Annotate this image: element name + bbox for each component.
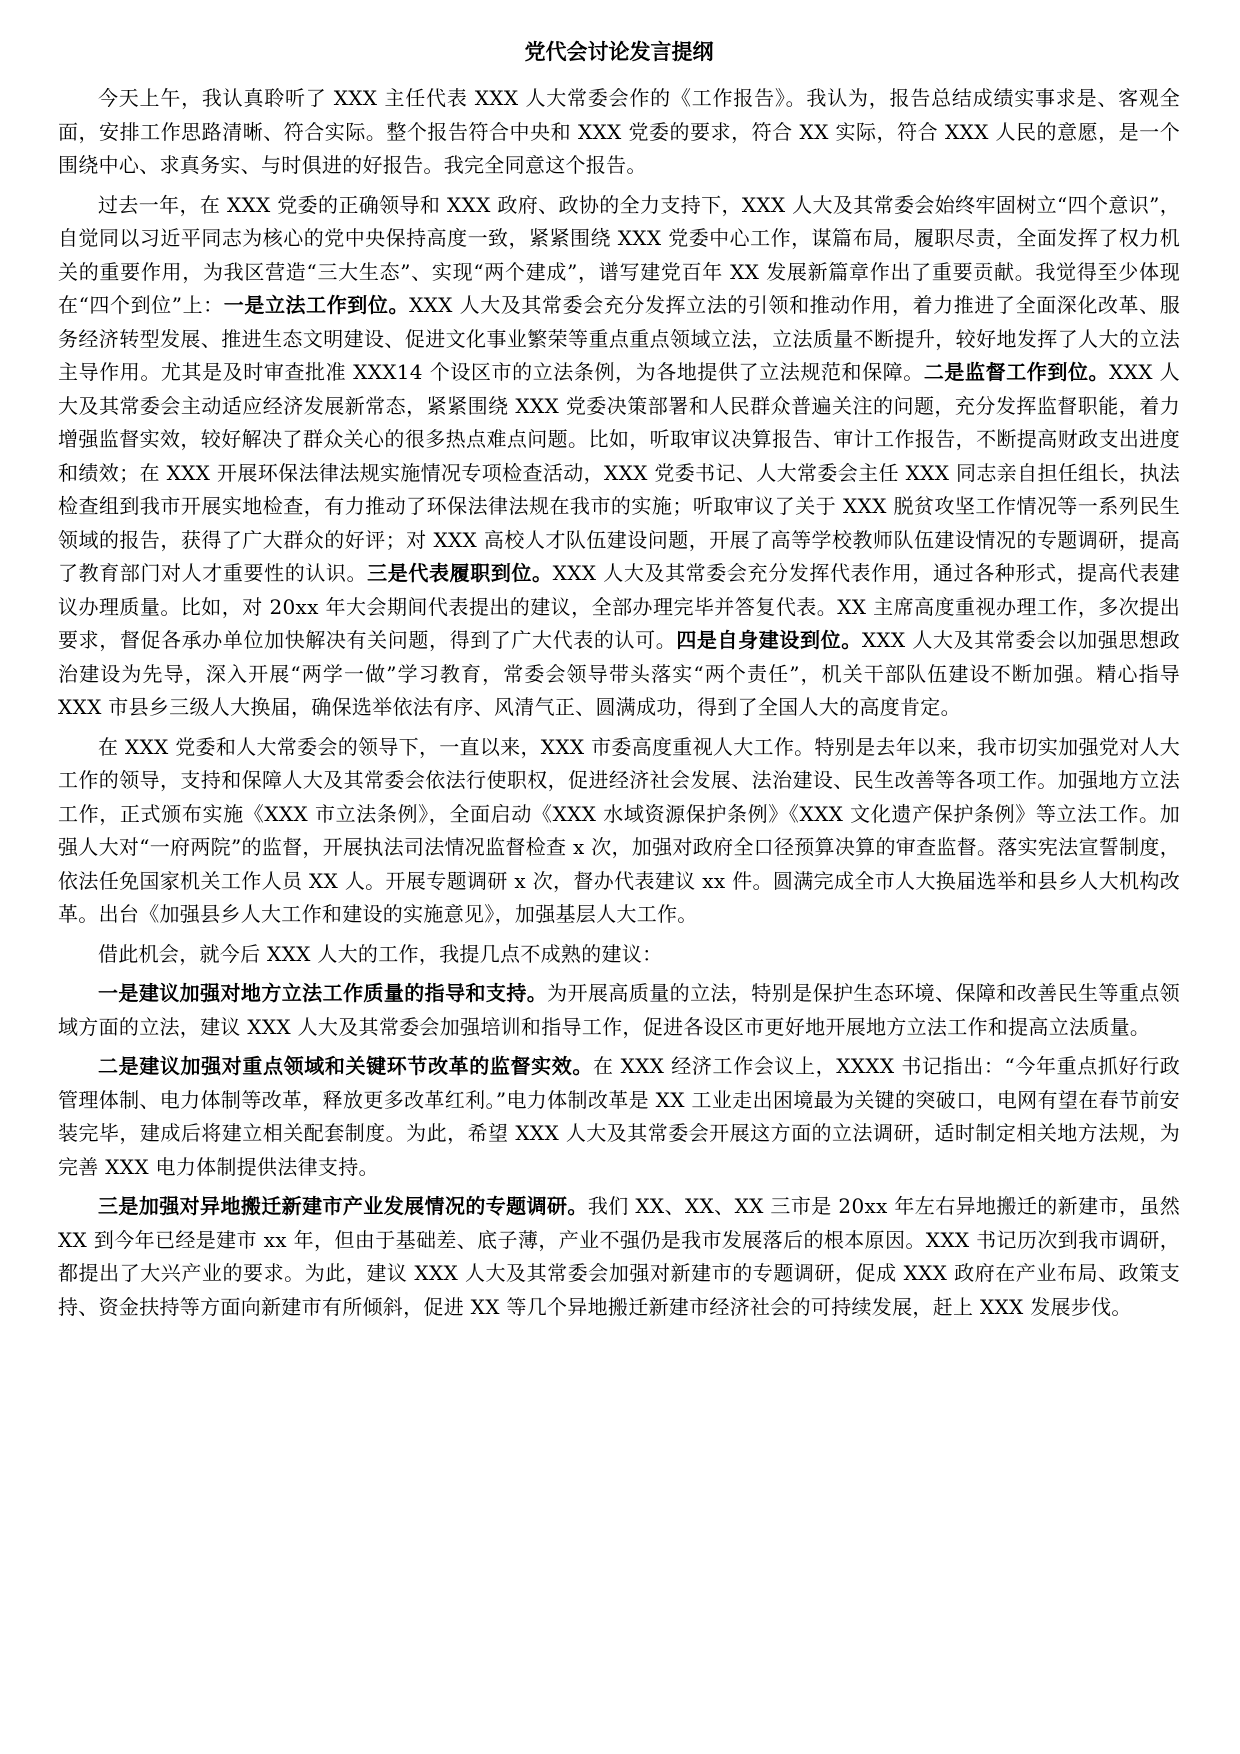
paragraph-3-text: 在 XXX 党委和人大常委会的领导下，一直以来，XXX 市委高度重视人大工作。特别是去年以来，我市切实加强党对人大工作的领导，支持和保障人大及其常委会依法行使职权，促进经济社会发展、法治建设、民生改善等各项工作。加强地方立法工作，正式颁布实施《XXX 市立法条例》，全面启动《XXX 水域资源保护条例》《XXX 文化遗产保护条例》等立法工作。加强人大对“一府两院”的监督，开展执法司法情况监督检查 x 次，加强对政府全口径预算决算的审查监督。落实宪法宣誓制度，依法任免国家机关工作人员 XX 人。开展专题调研 x 次，督办代表建议 xx 件。圆满完成全市人大换届选举和县乡人大机构改革。出台《加强县乡人大工作和建设的实施意见》，加强基层人大工作。	[58, 734, 1180, 926]
point-3-text: XXX 人大及其常委会充分发挥代表作用，通过各种形式，提高代表建议办理质量。比如，对 20xx 年大会期间代表提出的建议，全部办理完毕并答复代表。XX 主席高度重视办理工作，多次提出要求，督促各承办单位加快解决有关问题，得到了广大代表的认可。	[58, 561, 1181, 652]
point-1-heading: 一是立法工作到位。	[223, 293, 410, 317]
paragraph-1-text: 今天上午，我认真聆听了 XXX 主任代表 XXX 人大常委会作的《工作报告》。我认为，报告总结成绩实事求是、客观全面，安排工作思路清晰、符合实际。整个报告符合中央和 XXX 党委的要求，符合 XX 实际，符合 XXX 人民的意愿，是一个围绕中心、求真务实、与时俱进的好报告。我完全同意这个报告。	[58, 86, 1180, 177]
paragraph-1	[58, 82, 1180, 183]
point-4-heading: 四是自身建设到位。	[676, 628, 862, 652]
document-title: 党代会讨论发言提纲	[524, 39, 714, 64]
suggestion-2	[58, 1050, 1180, 1184]
suggestion-1-text: 为开展高质量的立法，特别是保护生态环境、保障和改善民生等重点领域方面的立法，建议 XXX 人大及其常委会加强培训和指导工作，促进各设区市更好地开展地方立法工作和提高立法质量。	[58, 981, 1180, 1039]
suggestion-3-text: 我们 XX、XX、XX 三市是 20xx 年左右异地搬迁的新建市，虽然 XX 到今年已经是建市 xx 年，但由于基础差、底子薄，产业不强仍是我市发展落后的根本原因。XXX 书记历次到我市调研，都提出了大兴产业的要求。为此，建议 XXX 人大及其常委会加强对新建市的专题调研，促成 XXX 政府在产业布局、政策支持、资金扶持等方面向新建市有所倾斜，促进 XX 等几个异地搬迁新建市经济社会的可持续发展，赶上 XXX 发展步伐。	[58, 1194, 1180, 1319]
suggestion-3-heading: 三是加强对异地搬迁新建市产业发展情况的专题调研。	[98, 1194, 588, 1218]
point-2-heading: 二是监督工作到位。	[923, 360, 1110, 384]
suggestion-2-heading: 二是建议加强对重点领域和关键环节改革的监督实效。	[98, 1054, 593, 1078]
paragraph-2-intro: 过去一年，在 XXX 党委的正确领导和 XXX 政府、政协的全力支持下，XXX 人大及其常委会始终牢固树立“四个意识”，自觉同以习近平同志为核心的党中央保持高度一致，紧紧围绕 XXX 党委中心工作，谋篇布局，履职尽责，全面发挥了权力机关的重要作用，为我区营造“三大生态”、实现“两个建成”，谱写建党百年 XX 发展新篇章作出了重要贡献。我觉得至少体现在“四个到位”上：	[58, 192, 1180, 317]
suggestion-1-heading: 一是建议加强对地方立法工作质量的指导和支持。	[98, 981, 548, 1005]
document-page	[58, 36, 1180, 1330]
point-1-text: XXX 人大及其常委会充分发挥立法的引领和推动作用，着力推进了全面深化改革、服务经济转型发展、推进生态文明建设、促进文化事业繁荣等重点重点领域立法，立法质量不断提升，较好地发挥了人大的立法主导作用。尤其是及时审查批准 XXX14 个设区市的立法条例，为各地提供了立法规范和保障。	[58, 293, 1180, 384]
suggestion-3	[58, 1190, 1180, 1324]
paragraph-4	[58, 938, 1180, 972]
point-2-text: XXX 人大及其常委会主动适应经济发展新常态，紧紧围绕 XXX 党委决策部署和人民群众普遍关注的问题，充分发挥监督职能，着力增强监督实效，较好解决了群众关心的很多热点难点问题。比如，听取审议决算报告、审计工作报告，不断提高财政支出进度和绩效；在 XXX 开展环保法律法规实施情况专项检查活动，XXX 党委书记、人大常委会主任 XXX 同志亲自担任组长，执法检查组到我市开展实地检查，有力推动了环保法律法规在我市的实施；听取审议了关于 XXX 脱贫攻坚工作情况等一系列民生领域的报告，获得了广大群众的好评；对 XXX 高校人才队伍建设问题，开展了高等学校教师队伍建设情况的专题调研，提高了教育部门对人才重要性的认识。	[58, 360, 1180, 585]
point-4-text: XXX 人大及其常委会以加强思想政治建设为先导，深入开展“两学一做”学习教育，常委会领导带头落实“两个责任”，机关干部队伍建设不断加强。精心指导 XXX 市县乡三级人大换届，确保选举依法有序、风清气正、圆满成功，得到了全国人大的高度肯定。	[58, 628, 1181, 719]
point-3-heading: 三是代表履职到位。	[367, 561, 553, 585]
suggestion-2-text: 在 XXX 经济工作会议上，XXXX 书记指出：“今年重点抓好行政管理体制、电力体制等改革，释放更多改革红利。”电力体制改革是 XX 工业走出困境最为关键的突破口，电网有望在春节前安装完毕，建成后将建立相关配套制度。为此，希望 XXX 人大及其常委会开展这方面的立法调研，适时制定相关地方法规，为完善 XXX 电力体制提供法律支持。	[58, 1054, 1180, 1179]
paragraph-4-text: 借此机会，就今后 XXX 人大的工作，我提几点不成熟的建议：	[98, 941, 663, 966]
suggestion-1	[58, 977, 1180, 1044]
paragraph-3	[58, 731, 1180, 932]
paragraph-2	[58, 189, 1180, 725]
